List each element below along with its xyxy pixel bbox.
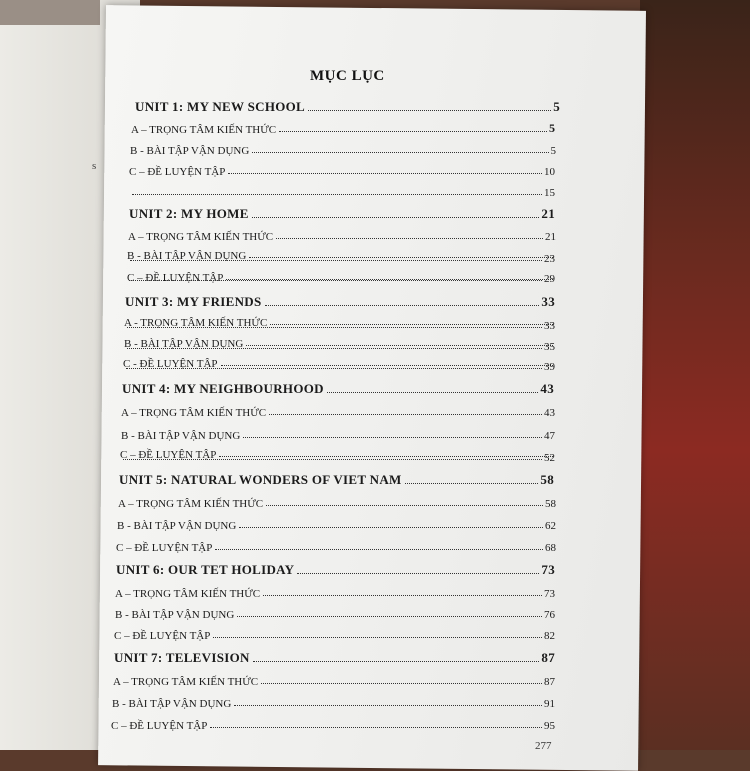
- toc-entry-text: A – TRỌNG TÂM KIẾN THỨC: [113, 676, 259, 688]
- toc-leader-dots: [237, 616, 542, 617]
- toc-leader-dots: [239, 527, 543, 528]
- toc-page-number: 33: [541, 294, 555, 309]
- toc-entry-text: C – ĐỀ LUYỆN TẬP: [127, 272, 224, 284]
- toc-sub-entry: [130, 139, 556, 157]
- toc-page-number: 29: [544, 273, 555, 285]
- toc-page-number: 39: [544, 361, 555, 373]
- toc-entry-text: A – TRỌNG TÂM KIẾN THỨC: [115, 588, 261, 600]
- toc-leader-dots: [127, 348, 542, 349]
- toc-unit-entry: [122, 379, 554, 397]
- toc-page-number: 58: [545, 498, 556, 510]
- toc-page-number: 87: [544, 676, 555, 688]
- toc-page-number: 21: [541, 206, 555, 221]
- toc-sub-entry: [131, 118, 555, 136]
- toc-page-number: 10: [544, 166, 555, 178]
- toc-entry-text: B - BÀI TẬP VẬN DỤNG: [124, 338, 244, 350]
- toc-leader-dots: [129, 280, 542, 281]
- toc-unit-entry: [129, 204, 555, 222]
- toc-leader-dots: [228, 173, 542, 174]
- toc-sub-entry: [111, 714, 555, 732]
- toc-page-number: 76: [544, 609, 555, 621]
- toc-sub-entry: [128, 225, 556, 243]
- toc-leader-dots: [263, 595, 542, 596]
- toc-entry-text: B - BÀI TẬP VẬN DỤNG: [121, 430, 241, 442]
- toc-leader-dots: [405, 483, 539, 484]
- toc-entry-text: A – TRỌNG TÂM KIẾN THỨC: [121, 407, 267, 419]
- toc-entry-text: B - BÀI TẬP VẬN DỤNG: [115, 609, 235, 621]
- toc-entry-text: A – TRỌNG TÂM KIẾN THỨC: [118, 498, 264, 510]
- toc-unit-entry: [114, 648, 555, 666]
- toc-entry-text: UNIT 5: NATURAL WONDERS OF VIET NAM: [119, 472, 402, 487]
- toc-page-number: 33: [544, 320, 555, 332]
- margin-mark: s: [92, 160, 97, 172]
- toc-page-number: 87: [541, 650, 555, 665]
- toc-unit-entry: [119, 470, 554, 488]
- toc-sub-entry: [116, 536, 556, 554]
- toc-leader-dots: [234, 705, 542, 706]
- toc-entry-text: C – ĐỀ LUYỆN TẬP: [111, 720, 208, 732]
- toc-page-number: 15: [544, 187, 555, 199]
- toc-page-number: 43: [540, 381, 554, 396]
- toc-leader-dots: [127, 327, 542, 328]
- page-number-fragment: 277: [535, 740, 552, 752]
- toc-entry-text: UNIT 3: MY FRIENDS: [125, 294, 262, 309]
- toc-leader-dots: [269, 414, 542, 415]
- toc-leader-dots: [327, 392, 539, 393]
- toc-entry-text: C – ĐỀ LUYỆN TẬP: [129, 166, 226, 178]
- toc-unit-entry: [125, 292, 555, 310]
- toc-page-number: 62: [545, 520, 556, 532]
- toc-page-number: 5: [553, 99, 560, 114]
- toc-leader-dots: [213, 637, 542, 638]
- toc-leader-dots: [265, 305, 540, 306]
- toc-page-number: 91: [544, 698, 555, 710]
- toc-entry-text: UNIT 2: MY HOME: [129, 206, 249, 221]
- toc-page-number: 68: [545, 542, 556, 554]
- toc-leader-dots: [215, 549, 543, 550]
- toc-entry-text: C – ĐỀ LUYỆN TẬP: [116, 542, 213, 554]
- toc-sub-entry: [115, 582, 555, 600]
- toc-page-number: 82: [544, 630, 555, 642]
- toc-entry-text: B - BÀI TẬP VẬN DỤNG: [112, 698, 232, 710]
- toc-leader-dots: [279, 131, 547, 132]
- toc-leader-dots: [276, 238, 543, 239]
- background-shadow: [0, 0, 100, 25]
- toc-page-number: 95: [544, 720, 555, 732]
- toc-leader-dots: [243, 437, 542, 438]
- toc-sub-entry: [124, 335, 555, 353]
- toc-entry-text: A – TRỌNG TÂM KIẾN THỨC: [131, 124, 277, 136]
- toc-unit-entry: [135, 97, 560, 115]
- toc-unit-entry: [116, 560, 555, 578]
- toc-entry-text: UNIT 7: TELEVISION: [114, 650, 250, 665]
- toc-entry-text: A – TRỌNG TÂM KIẾN THỨC: [128, 231, 274, 243]
- toc-sub-entry: [123, 355, 555, 373]
- toc-page-number: 73: [541, 562, 555, 577]
- toc-entry-text: A - TRỌNG TÂM KIẾN THỨC: [124, 317, 268, 329]
- toc-leader-dots: [132, 194, 542, 195]
- toc-leader-dots: [210, 727, 542, 728]
- toc-entry-text: C – ĐỀ LUYỆN TẬP: [114, 630, 211, 642]
- toc-page-number: 43: [544, 407, 555, 419]
- toc-page-number: 58: [540, 472, 554, 487]
- toc-page-number: 23: [544, 253, 555, 265]
- toc-page-number: 47: [544, 430, 555, 442]
- toc-sub-entry: [114, 624, 555, 642]
- toc-page-number: 35: [544, 341, 555, 353]
- toc-sub-entry: [118, 492, 556, 510]
- toc-leader-dots: [266, 505, 543, 506]
- toc-entry-text: UNIT 4: MY NEIGHBOURHOOD: [122, 381, 324, 396]
- toc-entry-text: B - BÀI TẬP VẬN DỤNG: [117, 520, 237, 532]
- toc-sub-entry: [112, 692, 555, 710]
- toc-page-number: 21: [545, 231, 556, 243]
- toc-leader-dots: [253, 661, 540, 662]
- toc-page-number: 73: [544, 588, 555, 600]
- toc-sub-entry: [126, 267, 555, 285]
- toc-entry-text: C - ĐỀ LUYỆN TẬP: [123, 358, 218, 370]
- toc-page-number: 52: [544, 452, 555, 464]
- toc-entry-text: B - BÀI TẬP VẬN DỤNG: [127, 250, 247, 262]
- toc-entry-text: C – ĐỀ LUYỆN TẬP: [120, 449, 217, 461]
- toc-entry-text: B - BÀI TẬP VẬN DỤNG: [130, 145, 250, 157]
- toc-sub-entry: [117, 514, 556, 532]
- toc-page-number: 5: [550, 145, 556, 157]
- toc-sub-entry: [113, 670, 555, 688]
- toc-leader-dots: [252, 217, 540, 218]
- toc-sub-entry: [124, 314, 555, 332]
- toc-leader-dots: [252, 152, 548, 153]
- toc-leader-dots: [130, 260, 542, 261]
- toc-sub-entry: [120, 446, 555, 464]
- background-right: [640, 0, 750, 750]
- toc-sub-entry: [115, 603, 555, 621]
- toc-leader-dots: [126, 368, 542, 369]
- toc-sub-entry: [127, 247, 555, 265]
- toc-sub-entry: [121, 401, 555, 419]
- toc-leader-dots: [297, 573, 539, 574]
- toc-page-number: 5: [549, 121, 555, 135]
- toc-sub-entry: [129, 160, 555, 178]
- toc-leader-dots: [261, 683, 542, 684]
- toc-entry-text: UNIT 6: OUR TET HOLIDAY: [116, 562, 295, 577]
- toc-leader-dots: [123, 459, 542, 460]
- toc-title: MỤC LỤC: [310, 68, 385, 84]
- toc-sub-entry: [129, 181, 555, 199]
- toc-sub-entry: [121, 424, 555, 442]
- toc-leader-dots: [308, 110, 551, 111]
- toc-entry-text: UNIT 1: MY NEW SCHOOL: [135, 99, 306, 114]
